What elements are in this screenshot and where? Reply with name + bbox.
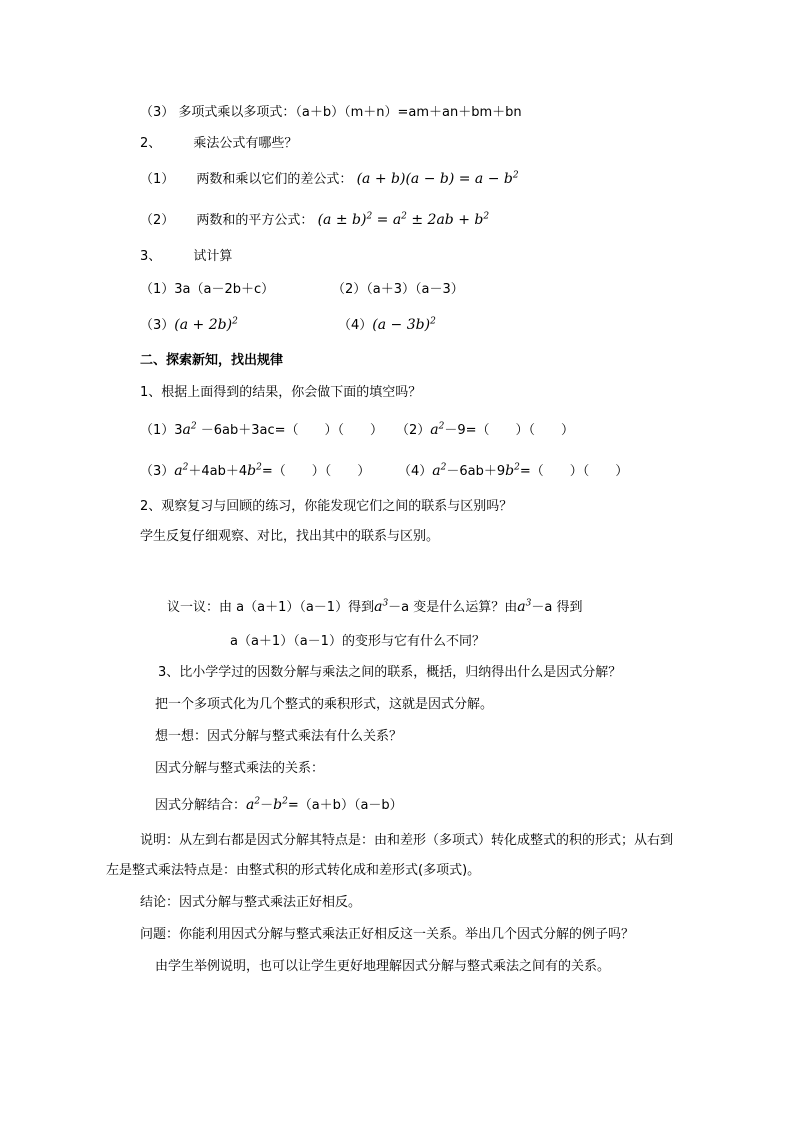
line-explanation-1: 说明：从左到右都是因式分解其特点是：由和差形（多项式）转化成整式的积的形式；从右到: [140, 833, 674, 848]
item-number: 3、: [140, 249, 162, 264]
item-number: （2）: [140, 213, 175, 228]
exercise-3: $(3)(a + 2b)^2$: [140, 316, 238, 333]
line-fill-blank-intro: 1、根据上面得到的结果，你会做下面的填空吗？: [140, 385, 422, 400]
exercise-4: $(4)(a - 3b)^2$: [338, 316, 436, 333]
item-number: （1）: [140, 172, 175, 187]
line-generalize: 3、比小学学过的因数分解与乘法之间的联系，概括，归纳得出什么是因式分解？: [158, 665, 622, 680]
item-text: 两数和的平方公式：: [196, 213, 314, 228]
blank-1: $(1)3a^2 -6ab+3ac=$（ ）（ ）: [140, 421, 384, 438]
blank-4: $(4)a^2-6ab+9b^2=$（ ）（ ）: [398, 462, 629, 479]
line-think: 想一想：因式分解与整式乘法有什么关系？: [155, 729, 403, 744]
line-conclusion: 结论：因式分解与整式乘法正好相反。: [140, 895, 362, 910]
formula: $(a + b)(a - b) = a - b^2$: [356, 170, 519, 187]
line-try-calculate: [140, 248, 232, 266]
line-observe: 2、观察复习与回顾的练习，你能发现它们之间的联系与区别吗？: [140, 499, 513, 514]
line-discuss: 议一议：由 a（a＋1）（a－1）得到$a^3-a$ 变是什么运算？由$a^3-a$ 得到: [167, 598, 583, 615]
line-multiply-polynomials: （3） 多项式乘以多项式：（a＋b）（m＋n）=am＋an＋bm＋bn: [140, 105, 522, 120]
line-difference-of-squares: [140, 170, 519, 189]
line-formula-heading: [140, 135, 297, 153]
line-students-observe: 学生反复仔细观察、对比，找出其中的联系与区别。: [140, 529, 440, 544]
formula: $(a \pm b)^2 = a^2 \pm 2ab + b^2$: [317, 211, 490, 228]
line-examples: 由学生举例说明，也可以让学生更好地理解因式分解与整式乘法之间有的关系。: [155, 959, 611, 974]
blank-3: $(3)a^2+4ab+4b^2=$（ ）（ ）: [140, 462, 371, 479]
item-text: 乘法公式有哪些？: [193, 136, 298, 151]
line-discuss-cont: a（a＋1）（a－1）的变形与它有什么不同？: [230, 634, 485, 649]
item-number: 2、: [140, 136, 162, 151]
section-title: 二、探索新知，找出规律: [140, 353, 284, 368]
item-text: 两数和乘以它们的差公式：: [196, 172, 353, 187]
line-explanation-2: 左是整式乘法特点是：由整式积的形式转化成和差形式(多项式)。: [106, 863, 481, 878]
line-square-of-sum: [140, 211, 489, 230]
exercise-1: （1）3a（a－2b＋c）: [140, 282, 275, 297]
line-question: 问题：你能利用因式分解与整式乘法正好相反这一关系。举出几个因式分解的例子吗？: [140, 927, 635, 942]
line-combine: 因式分解结合：$a^2-b^2=(a+b)(a-b)$: [155, 796, 403, 813]
line-definition: 把一个多项式化为几个整式的乘积形式，这就是因式分解。: [155, 697, 494, 712]
blank-2: $(2)a^2-9=$（ ）（ ）: [396, 421, 575, 438]
exercise-2: （2）（a＋3）（a－3）: [332, 282, 464, 297]
item-text: 试计算: [193, 249, 233, 264]
line-relation: 因式分解与整式乘法的关系：: [155, 761, 325, 776]
